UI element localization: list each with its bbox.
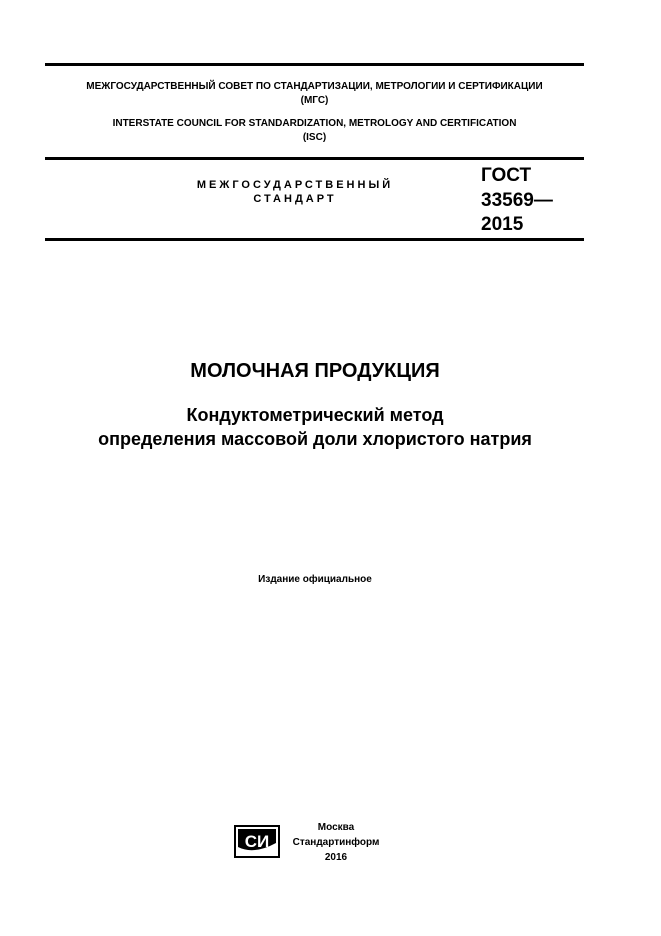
bottom-rule: [45, 238, 584, 241]
middle-rule: [45, 157, 584, 160]
publisher-city: Москва: [317, 822, 355, 833]
gost-label: ГОСТ: [481, 165, 532, 186]
document-subtitle-line2: определения массовой доли хлористого натрия: [98, 429, 532, 449]
document-title: МОЛОЧНАЯ ПРОДУКЦИЯ: [190, 360, 440, 382]
top-rule: [45, 63, 584, 66]
publication-year: 2016: [324, 852, 348, 863]
council-abbr-ru: (МГС): [300, 95, 329, 106]
publisher-name: Стандартинформ: [292, 837, 380, 848]
gost-number-line2: 2015: [481, 214, 524, 235]
publisher-block: [286, 820, 386, 865]
edition-label: Издание официальное: [258, 574, 372, 585]
gost-number: [481, 189, 553, 237]
council-name-ru-text: МЕЖГОСУДАРСТВЕННЫЙ СОВЕТ ПО СТАНДАРТИЗАЦИИ, МЕТРОЛОГИИ И СЕРТИФИКАЦИИ: [86, 81, 543, 92]
gost-number-line1: 33569—: [481, 190, 553, 211]
logo-lettering: СИ: [244, 832, 270, 851]
council-abbr-en: (ISC): [302, 132, 327, 143]
council-name-en: [45, 117, 584, 145]
council-name-ru: [45, 80, 584, 108]
council-name-en-text: INTERSTATE COUNCIL FOR STANDARDIZATION, METROLOGY AND CERTIFICATION: [112, 118, 517, 129]
document-subtitle-line1: Кондуктометрический метод: [186, 405, 444, 425]
standard-type: [165, 178, 425, 206]
standard-type-line1: МЕЖГОСУДАРСТВЕННЫЙ: [196, 179, 394, 191]
document-subtitle: [0, 403, 630, 451]
standard-type-line2: СТАНДАРТ: [253, 193, 337, 205]
standartinform-logo-icon: [234, 825, 280, 858]
